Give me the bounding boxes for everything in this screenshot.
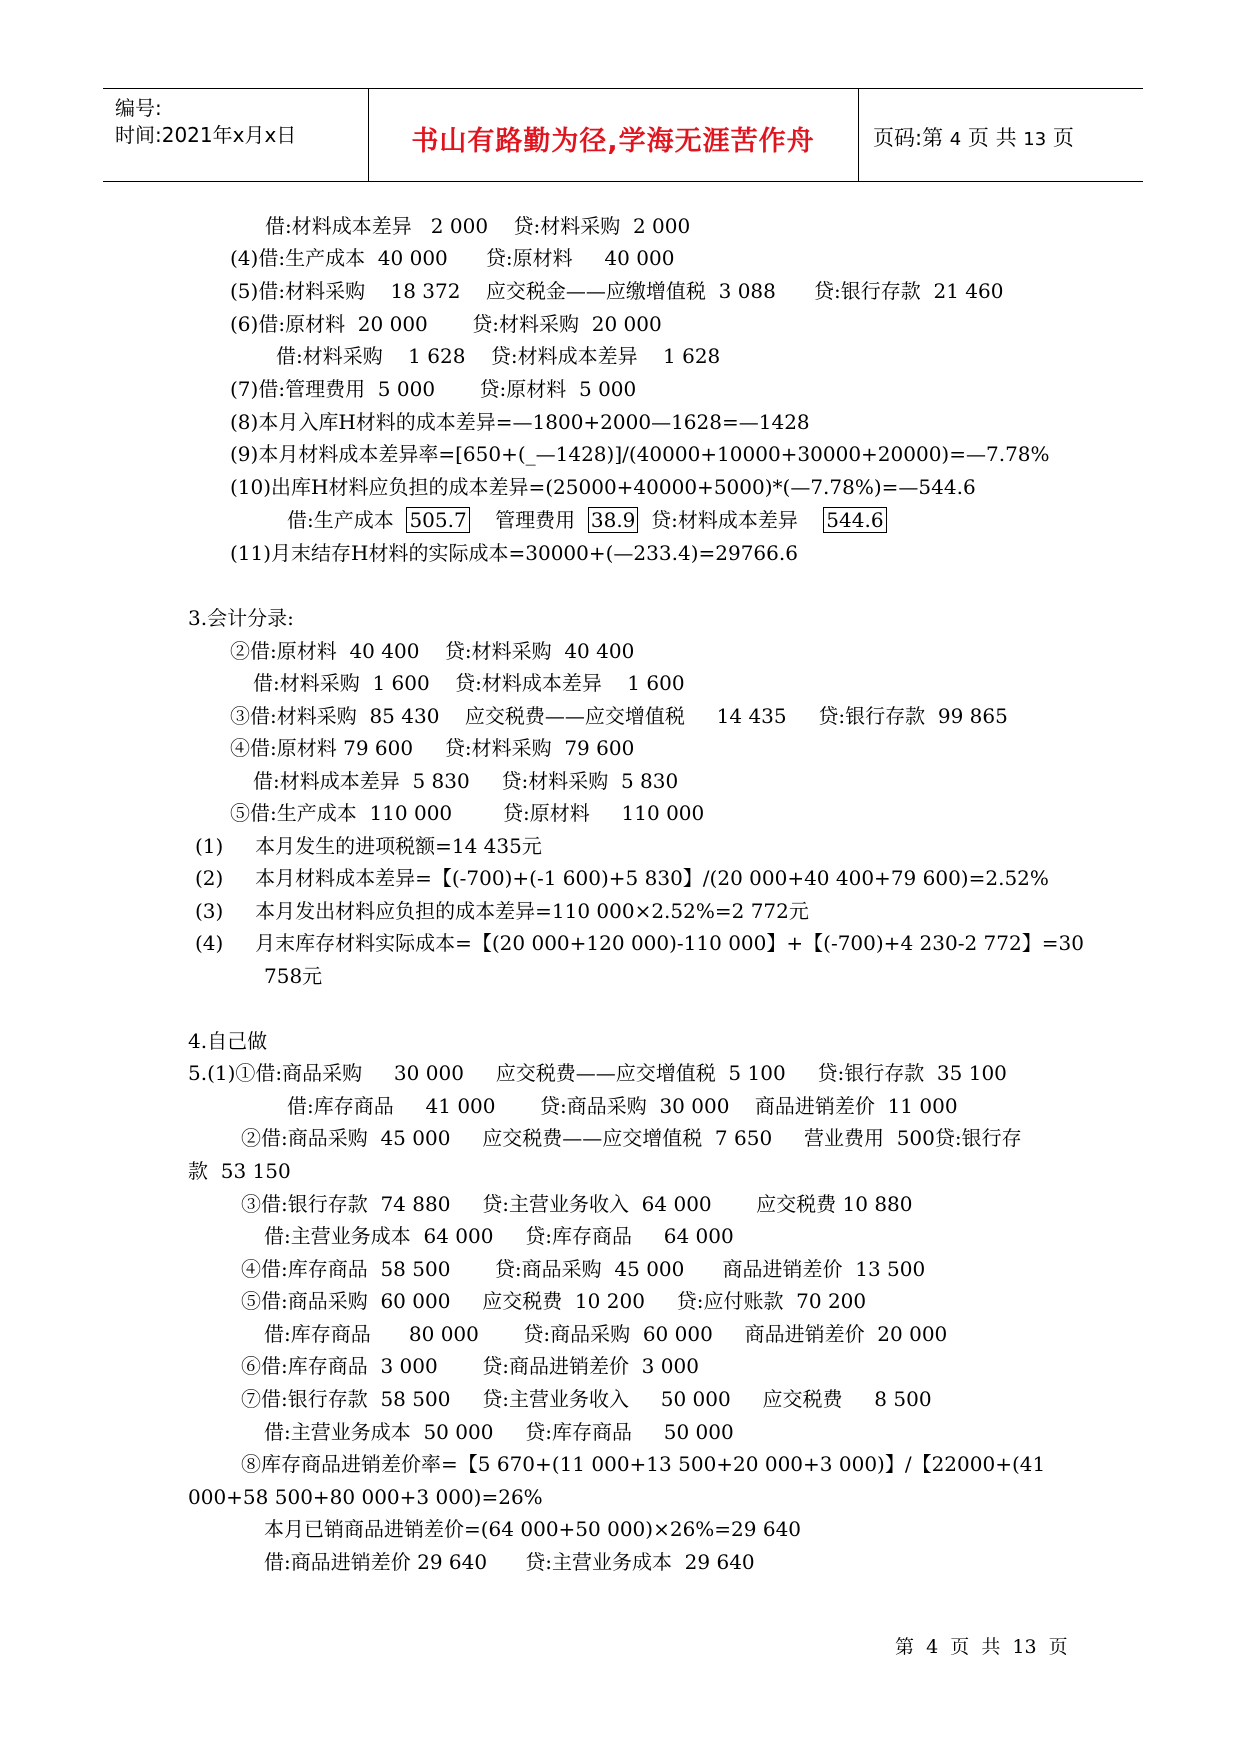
boxed-value-admin-expense: 38.9 xyxy=(588,507,639,533)
page-footer: 第 4 页 共 13 页 xyxy=(895,1636,1068,1658)
text-line: 借:库存商品 41 000 贷:商品采购 30 000 商品进销差价 11 000 xyxy=(287,1094,958,1118)
text-line: 借:材料成本差异 2 000 贷:材料采购 2 000 xyxy=(265,214,691,238)
text-line: (2) 本月材料成本差异=【(-700)+(-1 600)+5 830】/(20 000+40 400+79 600)=2.52% xyxy=(195,866,1049,890)
text-line: ②借:商品采购 45 000 应交税费——应交增值税 7 650 营业费用 500贷:银行存 xyxy=(241,1126,1022,1150)
section-heading: 3.会计分录: xyxy=(188,606,294,630)
section-heading: 4.自己做 xyxy=(188,1029,268,1053)
text-line: ②借:原材料 40 400 贷:材料采购 40 400 xyxy=(230,639,635,663)
text-line: (4)借:生产成本 40 000 贷:原材料 40 000 xyxy=(230,246,675,270)
text-line: 758元 xyxy=(264,964,323,988)
text-line: ⑦借:银行存款 58 500 贷:主营业务收入 50 000 应交税费 8 500 xyxy=(241,1387,932,1411)
text-line: 款 53 150 xyxy=(188,1159,291,1183)
text-line: ⑤借:生产成本 110 000 贷:原材料 110 000 xyxy=(230,801,705,825)
page-total: 13 xyxy=(1023,129,1047,150)
page-header xyxy=(103,88,1143,182)
text-line: 本月已销商品进销差价=(64 000+50 000)×26%=29 640 xyxy=(264,1517,802,1541)
text-line: ③借:银行存款 74 880 贷:主营业务收入 64 000 应交税费 10 880 xyxy=(241,1192,913,1216)
boxed-value-production-cost: 505.7 xyxy=(406,507,469,533)
text-line: (3) 本月发出材料应负担的成本差异=110 000×2.52%=2 772元 xyxy=(195,899,809,923)
text-line: ⑥借:库存商品 3 000 贷:商品进销差价 3 000 xyxy=(241,1354,699,1378)
text-line: (4) 月末库存材料实际成本=【(20 000+120 000)-110 000】+【(-700)+4 230-2 772】=30 xyxy=(195,931,1084,955)
text-line: 借:材料采购 1 600 贷:材料成本差异 1 600 xyxy=(253,671,685,695)
boxed-value-cost-variance: 544.6 xyxy=(823,507,886,533)
text-line: (7)借:管理费用 5 000 贷:原材料 5 000 xyxy=(230,377,637,401)
header-page-cell xyxy=(858,89,1143,181)
page-suffix: 页 xyxy=(1052,126,1074,150)
boxed-text-c: 贷:材料成本差异 xyxy=(638,508,824,532)
text-line: ③借:材料采购 85 430 应交税费——应交增值税 14 435 贷:银行存款 99 865 xyxy=(230,704,1008,728)
boxed-text-a: 借:生产成本 xyxy=(287,508,407,532)
text-line: ④借:原材料 79 600 贷:材料采购 79 600 xyxy=(230,736,635,760)
boxed-entry-line xyxy=(287,508,887,532)
number-label: 编号: xyxy=(115,96,162,120)
text-line: (5)借:材料采购 18 372 应交税金——应缴增值税 3 088 贷:银行存款 21 460 xyxy=(230,279,1004,303)
text-line: (6)借:原材料 20 000 贷:材料采购 20 000 xyxy=(230,312,662,336)
text-line: (1) 本月发生的进项税额=14 435元 xyxy=(195,834,542,858)
text-line: (9)本月材料成本差异率=[650+(_—1428)]/(40000+10000+30000+20000)=—7.78% xyxy=(230,442,1050,466)
header-left-cell xyxy=(103,89,369,181)
text-line: 借:主营业务成本 64 000 贷:库存商品 64 000 xyxy=(264,1224,734,1248)
page-mid: 页 共 xyxy=(967,126,1017,150)
text-line: 5.(1)①借:商品采购 30 000 应交税费——应交增值税 5 100 贷:银行存款 35 100 xyxy=(188,1061,1007,1085)
text-line: (10)出库H材料应负担的成本差异=(25000+40000+5000)*(—7.78%)=—544.6 xyxy=(230,475,976,499)
page-number: 4 xyxy=(949,129,962,150)
text-line: 借:商品进销差价 29 640 贷:主营业务成本 29 640 xyxy=(264,1550,755,1574)
page-prefix: 页码:第 xyxy=(873,126,944,150)
text-line: 借:材料成本差异 5 830 贷:材料采购 5 830 xyxy=(253,769,679,793)
text-line: 借:主营业务成本 50 000 贷:库存商品 50 000 xyxy=(264,1420,734,1444)
text-line: 000+58 500+80 000+3 000)=26% xyxy=(188,1485,543,1509)
header-motto-cell xyxy=(368,89,859,181)
text-line: ⑤借:商品采购 60 000 应交税费 10 200 贷:应付账款 70 200 xyxy=(241,1289,867,1313)
text-line: 借:库存商品 80 000 贷:商品采购 60 000 商品进销差价 20 000 xyxy=(264,1322,948,1346)
text-line: 借:材料采购 1 628 贷:材料成本差异 1 628 xyxy=(276,344,721,368)
boxed-text-b: 管理费用 xyxy=(469,508,588,532)
time-label: 时间:2021年x月x日 xyxy=(115,123,297,147)
motto: 书山有路勤为径,学海无涯苦作舟 xyxy=(411,126,815,157)
text-line: ⑧库存商品进销差价率=【5 670+(11 000+13 500+20 000+3 000)】/【22000+(41 xyxy=(241,1452,1046,1476)
page-indicator xyxy=(873,122,1074,152)
text-line: (11)月末结存H材料的实际成本=30000+(—233.4)=29766.6 xyxy=(230,541,798,565)
text-line: ④借:库存商品 58 500 贷:商品采购 45 000 商品进销差价 13 500 xyxy=(241,1257,926,1281)
text-line: (8)本月入库H材料的成本差异=—1800+2000—1628=—1428 xyxy=(230,410,810,434)
